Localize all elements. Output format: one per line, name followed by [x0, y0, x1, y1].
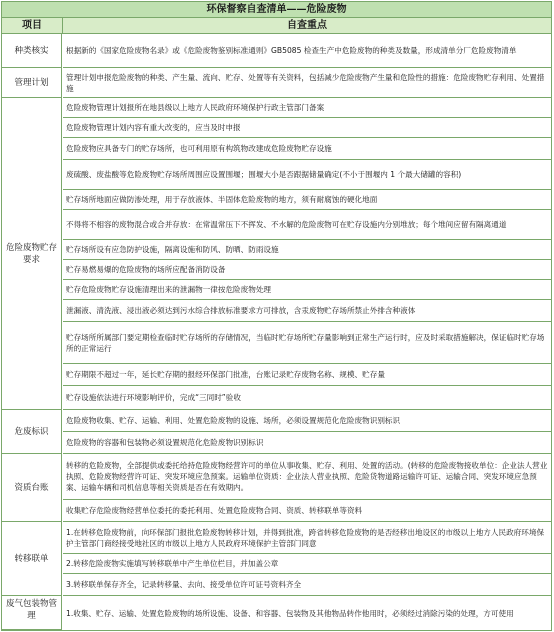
checklist-item: 管理计划申报危险废物的种类、产生量、流向、贮存、处置等有关资料，包括减少危险废物产生量和危险性的措施：危险废物贮存利用、处置措施	[63, 68, 551, 98]
header-category: 项目	[2, 18, 63, 34]
checklist-item: 贮存危险废物贮存设施清理出来的泄漏物一律按危险废物处理	[63, 280, 551, 300]
category-label: 管理计划	[2, 68, 62, 98]
table-title: 环保督察自查清单——危险废物	[2, 2, 551, 18]
category-label: 危险废物贮存要求	[2, 98, 62, 410]
section-species	[2, 34, 551, 68]
checklist-item: 贮存设施依法进行环境影响评价，完成“三同时”验收	[63, 386, 551, 410]
checklist-item: 1.在转移危险废物前，向环保部门报批危险废物转移计划，并得到批准，跨省转移危险废物的是否经移出地设区的市级以上地方人民政府环境保护主管部门商经接受地社区的市级以上地方人民政府环境保护主管部门同意	[63, 522, 551, 554]
checklist-table	[1, 1, 552, 631]
category-label: 危废标识	[2, 410, 62, 454]
category-label: 种类核实	[2, 34, 62, 68]
checklist-item: 根据新的《国家危险废物名录》或《危险废物鉴别标准通则》GB5085 检查生产中危险废物的种类及数量，形成清单分厂危险废物清单	[63, 34, 551, 68]
checklist-item: 收集贮存危险废物经营单位委托的委托利用、处置危险废物合同、资质、转移联单等资料	[63, 500, 551, 522]
checklist-item: 贮存场所所属部门要定期检查临时贮存场所的存储情况，当临时贮存场所贮存量影响到正常生产运行时，应及时采取措施解决，保证临时贮存场所的正常运行	[63, 322, 551, 364]
section-storage-requirements	[2, 98, 551, 410]
category-label: 转移联单	[2, 522, 62, 596]
checklist-item: 危险废物管理计划报所在地县级以上地方人民政府环境保护行政主管部门备案	[63, 98, 551, 118]
section-labels	[2, 410, 551, 454]
section-packaging-management	[2, 596, 551, 630]
checklist-item: 危险废物的容器和包装物必须设置规范化危险废物识别标识	[63, 432, 551, 454]
section-qualification-ledger	[2, 454, 551, 522]
checklist-item: 贮存易燃易爆的危险废物的场所应配备消防设备	[63, 260, 551, 280]
checklist-item: 贮存场所地面应做防渗处理，用于存放液体、半固体危险废物的地方，须有耐腐蚀的硬化地面	[63, 190, 551, 210]
checklist-item: 危险废物管理计划内容有重大改变的，应当及时申报	[63, 118, 551, 138]
checklist-item: 1.收集、贮存、运输、处置危险废物的场所设施、设备、和容器、包装物及其他物品转作他用时，必须经过消除污染的处理，方可使用	[66, 608, 514, 618]
category-label: 废气包装物管理	[2, 596, 62, 630]
checklist-item: 贮存场所设有应急防护设施，隔离设施和防风、防晒、防雨设施	[63, 240, 551, 260]
checklist-item: 2.转移危险废物实施填写转移联单中产生单位栏目，并加盖公章	[63, 554, 551, 574]
checklist-item: 泄漏液、清洗液、浸出液必须达到污水综合排放标准要求方可排放，含汞废物贮存场所禁止外排含种液体	[63, 300, 551, 322]
section-management-plan	[2, 68, 551, 98]
checklist-item: 转移的危险废物，全部提供或委托给持危险废物经营许可的单位从事收集、贮存、利用、处置的活动。(转移的危险废物接收单位：企业法人营业执照、危险废物经营许可证、突发环境应急预案。运输单位资质：企业法人营业执照、危险货物道路运输许可证、运输合同、突发环境应急预案、运输车辆和司机信息等相关资质是否在有效期内。	[63, 454, 551, 500]
checklist-item: 废硫酸、废盐酸等危险废物贮存场所周围应设置围堰；围堰大小是否跟据储量确定(不小于围堰内 1 个最大储罐的容积)	[63, 160, 551, 190]
checklist-item: 危险废物收集、贮存、运输、利用、处置危险废物的设施、场所，必须设置规范化危险废物识别标识	[63, 410, 551, 432]
section-transfer-manifest	[2, 522, 551, 596]
checklist-item: 贮存期限不超过一年，延长贮存期的报经环保部门批准，台账记录贮存废物名称、规模、贮存量	[63, 364, 551, 386]
checklist-item: 3.转移联单保存齐全，记录转移量、去向、接受单位许可证号资料齐全	[63, 574, 551, 596]
checklist-item: 危险废物应具备专门的贮存场所，也可利用原有构筑物改建成危险废物贮存设施	[63, 138, 551, 160]
header-content: 自查重点	[63, 18, 551, 34]
category-label: 资质台账	[2, 454, 62, 522]
checklist-item: 不得将不相容的废物混合或合并存放：在常温常压下不挥发、不水解的危险废物可在贮存设施内分别堆放；每个堆间应留有隔离通道	[63, 210, 551, 240]
